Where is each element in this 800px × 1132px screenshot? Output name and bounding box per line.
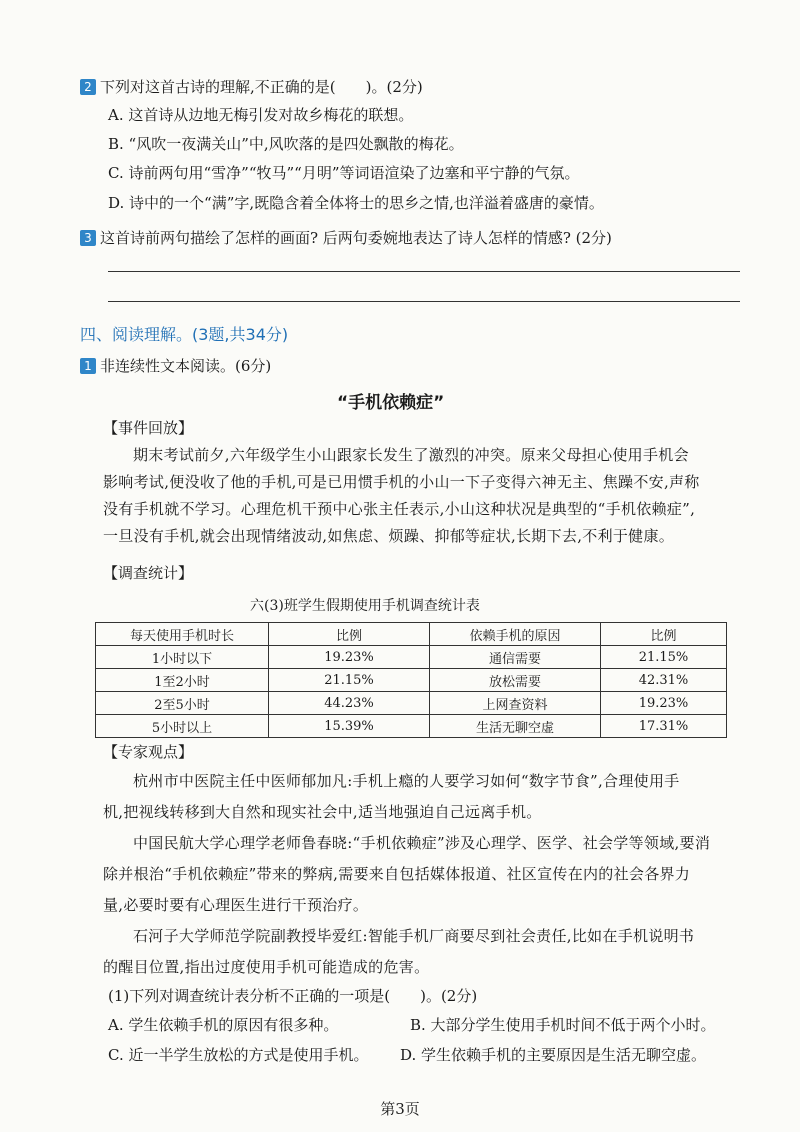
event-line-3: 没有手机就不学习。心理危机干预中心张主任表示,小山这种状况是典型的“手机依赖症”, [103,500,696,518]
table-title: 六(3)班学生假期使用手机调查统计表 [250,598,480,614]
q3-number-badge: 3 [80,230,96,246]
article-title: “手机依赖症” [337,393,445,413]
expert2-line-3: 量,必要时要有心理医生进行干预治疗。 [103,896,369,914]
table-header-cell: 比例 [269,623,430,646]
table-cell: 15.39% [269,715,430,738]
table-row [96,692,727,715]
table-cell: 1小时以下 [96,646,269,669]
page-number: 第3页 [380,1100,420,1118]
event-heading: 【事件回放】 [103,419,194,437]
table-row [96,669,727,692]
sub1-option-b: B. 大部分学生使用手机时间不低于两个小时。 [410,1016,716,1034]
expert2-line-2: 除并根治“手机依赖症”带来的弊病,需要来自包括媒体报道、社区宣传在内的社会各界力 [103,865,691,883]
sub1-option-d: D. 学生依赖手机的主要原因是生活无聊空虚。 [400,1046,707,1064]
event-line-2: 影响考试,便没收了他的手机,可是已用惯手机的小山一下子变得六神无主、焦躁不安,声称 [103,473,700,491]
table-header-cell: 每天使用手机时长 [96,623,269,646]
table-header-row [96,623,727,646]
reading1-intro: 1 非连续性文本阅读。(6分) [80,356,271,376]
sub-question-1-stem: (1)下列对调查统计表分析不正确的一项是( )。(2分) [108,987,478,1005]
event-paragraph: 期末考试前夕,六年级学生小山跟家长发生了激烈的冲突。原来父母担心使用手机会 [133,446,689,464]
q3-stem: 3 这首诗前两句描绘了怎样的画面? 后两句委婉地表达了诗人怎样的情感? (2分) [80,228,612,248]
table-header-cell: 依赖手机的原因 [430,623,601,646]
q2-option-b: B. “风吹一夜满关山”中,风吹落的是四处飘散的梅花。 [108,135,464,153]
table-cell: 5小时以上 [96,715,269,738]
expert3-line-1: 石河子大学师范学院副教授毕爱红:智能手机厂商要尽到社会责任,比如在手机说明书 [133,927,695,945]
expert1-line-1: 杭州市中医院主任中医师郁加凡:手机上瘾的人要学习如何“数字节食”,合理使用手 [133,772,680,790]
q2-number-badge: 2 [80,79,96,95]
table-row [96,715,727,738]
q2-option-d: D. 诗中的一个“满”字,既隐含着全体将士的思乡之情,也洋溢着盛唐的豪情。 [108,194,604,212]
event-line-4: 一旦没有手机,就会出现情绪波动,如焦虑、烦躁、抑郁等症状,长期下去,不利于健康。 [103,527,675,545]
table-cell: 42.31% [601,669,727,692]
table-cell: 放松需要 [430,669,601,692]
table-cell: 生活无聊空虚 [430,715,601,738]
expert3-line-2: 的醒目位置,指出过度使用手机可能造成的危害。 [103,958,430,976]
expert2-line-1: 中国民航大学心理学老师鲁春晓:“手机依赖症”涉及心理学、医学、社会学等领域,要消 [133,834,711,852]
q2-option-a: A. 这首诗从边地无梅引发对故乡梅花的联想。 [108,106,414,124]
sub1-option-a: A. 学生依赖手机的原因有很多种。 [108,1016,339,1034]
table-cell: 19.23% [601,692,727,715]
sub1-option-c: C. 近一半学生放松的方式是使用手机。 [108,1046,369,1064]
section-title: 四、阅读理解。(3题,共34分) [80,325,289,344]
answer-line-2 [108,301,740,302]
reading1-number-badge: 1 [80,358,96,374]
table-cell: 21.15% [601,646,727,669]
table-cell: 44.23% [269,692,430,715]
table-cell: 上网查资料 [430,692,601,715]
table-cell: 通信需要 [430,646,601,669]
table-cell: 2至5小时 [96,692,269,715]
q2-stem: 2 下列对这首古诗的理解,不正确的是( )。(2分) [80,77,423,97]
q2-option-c: C. 诗前两句用“雪净”“牧马”“月明”等词语渲染了边塞和平宁静的气氛。 [108,164,580,182]
table-row [96,646,727,669]
table-header-cell: 比例 [601,623,727,646]
table-cell: 21.15% [269,669,430,692]
survey-table [95,622,727,738]
table-cell: 1至2小时 [96,669,269,692]
expert-heading: 【专家观点】 [103,743,194,761]
expert1-line-2: 机,把视线转移到大自然和现实社会中,适当地强迫自己远离手机。 [103,803,542,821]
answer-line-1 [108,271,740,272]
survey-heading: 【调查统计】 [103,564,194,582]
table-cell: 17.31% [601,715,727,738]
table-cell: 19.23% [269,646,430,669]
